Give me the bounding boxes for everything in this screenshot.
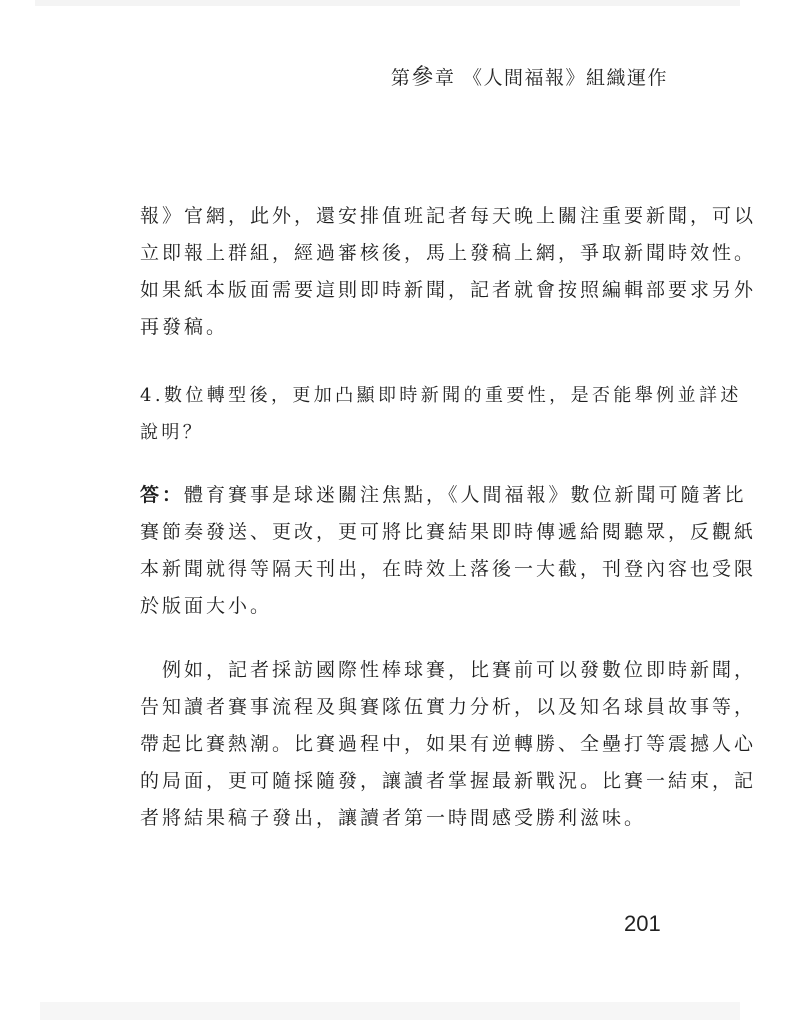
answer-line bbox=[140, 477, 747, 514]
paragraph-line: 報》官網，此外，還安排值班記者每天晚上關注重要新聞，可以 bbox=[140, 205, 757, 227]
question-line: 4.數位轉型後，更加凸顯即時新聞的重要性，是否能舉例並詳述 bbox=[140, 385, 742, 406]
paragraph-line: 告知讀者賽事流程及與賽隊伍實力分析，以及知名球員故事等， bbox=[140, 696, 757, 718]
answer-line: 本新聞就得等隔天刊出，在時效上落後一大截，刊登內容也受限 bbox=[140, 558, 757, 580]
example-paragraph bbox=[140, 652, 757, 837]
question-line: 說明？ bbox=[140, 422, 205, 443]
answer-line: 賽節奏發送、更改，更可將比賽結果即時傳遞給閱聽眾，反觀紙 bbox=[140, 521, 757, 543]
paragraph-line: 立即報上群組，經過審核後，馬上發稿上網，爭取新聞時效性。 bbox=[140, 242, 757, 264]
answer-line: 於版面大小。 bbox=[140, 595, 273, 617]
answer-line-text: 體育賽事是球迷關注焦點，《人間福報》數位新聞可隨著比 bbox=[184, 484, 747, 506]
paragraph-line: 如果紙本版面需要這則即時新聞，記者就會按照編輯部要求另外 bbox=[140, 279, 757, 301]
paragraph-line: 者將結果稿子發出，讓讀者第一時間感受勝利滋味。 bbox=[140, 807, 647, 829]
chapter-prefix: 第 bbox=[390, 67, 412, 89]
scan-top-edge bbox=[35, 0, 740, 6]
chapter-suffix: 章 bbox=[434, 67, 456, 89]
scan-bottom-edge bbox=[40, 1002, 740, 1020]
paragraph-line: 例如，記者採訪國際性棒球賽，比賽前可以發數位即時新聞， bbox=[140, 659, 757, 681]
paragraph-continued bbox=[140, 198, 757, 346]
page-number: 201 bbox=[624, 911, 661, 936]
running-header bbox=[391, 60, 668, 91]
paragraph-line: 帶起比賽熱潮。比賽過程中，如果有逆轉勝、全壘打等震撼人心 bbox=[140, 733, 757, 755]
answer-paragraph bbox=[140, 477, 757, 625]
answer-label: 答： bbox=[140, 484, 185, 506]
question-4 bbox=[140, 377, 742, 451]
chapter-number: 參 bbox=[411, 65, 435, 90]
chapter-title: 《人間福報》組織運作 bbox=[462, 67, 668, 89]
paragraph-line: 的局面，更可隨採隨發，讓讀者掌握最新戰況。比賽一結束，記 bbox=[140, 770, 757, 792]
paragraph-line: 再發稿。 bbox=[140, 316, 229, 338]
